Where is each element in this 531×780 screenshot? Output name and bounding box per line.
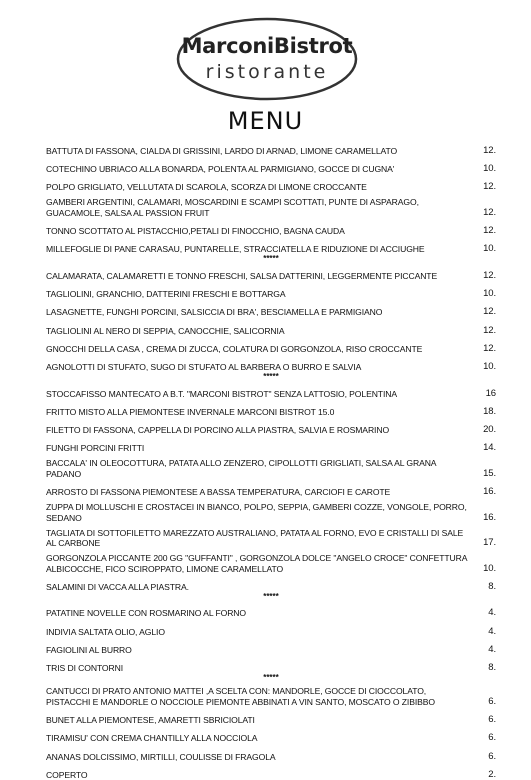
menu-item-price: 8. — [488, 581, 496, 593]
section-separator: ***** — [263, 253, 279, 263]
menu-item — [46, 175, 496, 193]
menu-item — [46, 479, 496, 497]
menu-item-price: 10. — [483, 361, 496, 373]
menu-item — [46, 454, 496, 480]
menu-item-price: 16. — [483, 511, 496, 523]
menu-item-name: INDIVIA SALTATA OLIO, AGLIO — [46, 626, 165, 637]
menu-item-name: FAGIOLINI AL BURRO — [46, 644, 132, 655]
menu-item — [46, 156, 496, 174]
menu-item — [46, 263, 496, 281]
menu-item-price: 17. — [483, 537, 496, 549]
menu-item-price: 6. — [488, 714, 496, 726]
menu-item — [46, 574, 496, 592]
menu-item-name: TRIS DI CONTORNI — [46, 663, 124, 674]
menu-item-name: POLPO GRIGLIATO, VELLUTATA DI SCAROLA, SCORZA DI LIMONE CROCCANTE — [46, 182, 367, 193]
brand-name: MarconiBistrot — [181, 34, 353, 58]
menu-item-name: COPERTO — [46, 769, 88, 780]
menu-item-name: ARROSTO DI FASSONA PIEMONTESE A BASSA TEMPERATURA, CARCIOFI E CAROTE — [46, 487, 391, 498]
menu-item — [46, 354, 496, 372]
menu-item-price: 6. — [488, 695, 496, 707]
menu-item — [46, 300, 496, 318]
menu-item-name: CALAMARATA, CALAMARETTI E TONNO FRESCHI, SALSA DATTERINI, LEGGERMENTE PICCANTE — [46, 270, 438, 281]
menu-item-price: 12. — [483, 181, 496, 193]
menu-item-name: FRITTO MISTO ALLA PIEMONTESE INVERNALE MARCONI BISTROT 15.0 — [46, 406, 335, 417]
menu-item-name: PATATINE NOVELLE CON ROSMARINO AL FORNO — [46, 608, 246, 619]
menu-item — [46, 637, 496, 655]
menu-item-name: SALAMINI DI VACCA ALLA PIASTRA. — [46, 582, 189, 593]
menu-item-name: TAGLIATA DI SOTTOFILETTO MAREZZATO AUSTRALIANO, PATATA AL FORNO, EVO E CRISTALLI DI SALE AL CARBONE — [46, 527, 464, 549]
menu-item-name: FILETTO DI FASSONA, CAPPELLA DI PORCINO ALLA PIASTRA, SALVIA E ROSMARINO — [46, 425, 390, 436]
menu-item-name: ANANAS DOLCISSIMO, MIRTILLI, COULISSE DI FRAGOLA — [46, 751, 276, 762]
menu-item — [46, 619, 496, 637]
menu-item-price: 12. — [483, 306, 496, 318]
menu-item — [46, 726, 496, 744]
menu-item — [46, 549, 496, 575]
menu-item-price: 4. — [488, 625, 496, 637]
menu-item-price: 15. — [483, 467, 496, 479]
menu-item-price: 12. — [483, 324, 496, 336]
menu-item-name: BUNET ALLA PIEMONTESE, AMARETTI SBRICIOLATI — [46, 715, 255, 726]
menu-item — [46, 436, 496, 454]
menu-item — [46, 707, 496, 725]
menu-item-name: ZUPPA DI MOLLUSCHI E CROSTACEI IN BIANCO, POLPO, SEPPIA, GAMBERI COZZE, VONGOLE, PORRO, SEDANO — [46, 502, 467, 523]
menu-item — [46, 336, 496, 354]
menu-item — [46, 417, 496, 435]
menu-title: MENU — [227, 107, 304, 135]
menu-item — [46, 281, 496, 299]
menu-item-name: COTECHINO UBRIACO ALLA BONARDA, POLENTA AL PARMIGIANO, GOCCE DI CUGNA' — [46, 164, 395, 175]
menu-item-name: TIRAMISU' CON CREMA CHANTILLY ALLA NOCCIOLA — [46, 733, 258, 744]
menu-item-price: 16 — [485, 387, 496, 399]
menu-item-price: 12. — [483, 144, 496, 156]
menu-item — [46, 762, 496, 780]
menu-item — [46, 523, 496, 549]
menu-item-price: 10. — [483, 163, 496, 175]
menu-item-name: TONNO SCOTTATO AL PISTACCHIO,PETALI DI FINOCCHIO, BAGNA CAUDA — [46, 226, 345, 237]
menu-item — [46, 399, 496, 417]
menu-item — [46, 655, 496, 673]
menu-item-price: 2. — [488, 768, 496, 780]
menu-item-name: LASAGNETTE, FUNGHI PORCINI, SALSICCIA DI BRA', BESCIAMELLA E PARMIGIANO — [46, 307, 383, 318]
section-separator: ***** — [263, 591, 279, 601]
section-separator: ***** — [263, 672, 279, 682]
menu-item-name: GORGONZOLA PICCANTE 200 GG "GUFFANTI" , GORGONZOLA DOLCE "ANGELO CROCE" CONFETTURA ALBICOCCHE, FICO SCIROPPATO, LIMONE CARAMELLATO — [46, 553, 467, 574]
menu-item-name: TAGLIOLINI AL NERO DI SEPPIA, CANOCCHIE, SALICORNIA — [46, 325, 285, 336]
menu-item-price: 16. — [483, 486, 496, 498]
menu-item — [46, 218, 496, 236]
menu-item-price: 14. — [483, 442, 496, 454]
menu-item-price: 8. — [488, 662, 496, 674]
menu-item — [46, 138, 496, 156]
menu-item-name: MILLEFOGLIE DI PANE CARASAU, PUNTARELLE, STRACCIATELLA E RIDUZIONE DI ACCIUGHE — [46, 244, 425, 255]
menu-item — [46, 318, 496, 336]
menu-item-price: 12. — [483, 342, 496, 354]
menu-item-price: 12. — [483, 206, 496, 218]
menu-item-name: BACCALA' IN OLEOCOTTURA, PATATA ALLO ZENZERO, CIPOLLOTTI GRIGLIATI, SALSA AL GRANA PADANO — [46, 458, 436, 479]
menu-list — [46, 138, 496, 780]
menu-item — [46, 498, 496, 524]
menu-item-price: 12. — [483, 225, 496, 237]
logo-ellipse — [176, 17, 358, 101]
menu-item-name: TAGLIOLINI, GRANCHIO, DATTERINI FRESCHI E BOTTARGA — [46, 289, 286, 300]
menu-item-price: 12. — [483, 269, 496, 281]
menu-item — [46, 237, 496, 255]
menu-item-price: 4. — [488, 643, 496, 655]
menu-item — [46, 744, 496, 762]
menu-item — [46, 381, 496, 399]
menu-item — [46, 601, 496, 619]
menu-item-name: FUNGHI PORCINI FRITTI — [46, 443, 145, 454]
menu-item-price: 10. — [483, 288, 496, 300]
menu-item-name: BATTUTA DI FASSONA, CIALDA DI GRISSINI, LARDO DI ARNAD, LIMONE CARAMELLATO — [46, 145, 398, 156]
menu-item-price: 10. — [483, 562, 496, 574]
menu-item-name: AGNOLOTTI DI STUFATO, SUGO DI STUFATO AL BARBERA O BURRO E SALVIA — [46, 362, 362, 373]
menu-item-name: CANTUCCI DI PRATO ANTONIO MATTEI ,A SCELTA CON: MANDORLE, GOCCE DI CIOCCOLATO, PISTACCHI E MANDORLE O NOCCIOLE PIEMONTE ABBINATI A VIN SANTO, MOSCATO O ZIBIBBO — [46, 686, 435, 707]
menu-item-name: GAMBERI ARGENTINI, CALAMARI, MOSCARDINI E SCAMPI SCOTTATI, PUNTE DI ASPARAGO, GUACAMOLE, SALSA AL PASSION FRUIT — [46, 197, 419, 218]
menu-item-price: 4. — [488, 607, 496, 619]
menu-item-price: 10. — [483, 243, 496, 255]
menu-item-name: STOCCAFISSO MANTECATO A B.T. "MARCONI BISTROT" SENZA LATTOSIO, POLENTINA — [46, 388, 397, 399]
menu-item-price: 6. — [488, 732, 496, 744]
menu-item — [46, 193, 496, 219]
restaurant-logo — [176, 17, 358, 101]
menu-item-price: 18. — [483, 405, 496, 417]
menu-item-price: 20. — [483, 424, 496, 436]
menu-item — [46, 682, 496, 708]
brand-subtitle: ristorante — [205, 61, 329, 83]
menu-item-price: 6. — [488, 750, 496, 762]
section-separator: ***** — [263, 371, 279, 381]
menu-item-name: GNOCCHI DELLA CASA , CREMA DI ZUCCA, COLATURA DI GORGONZOLA, RISO CROCCANTE — [46, 343, 423, 354]
